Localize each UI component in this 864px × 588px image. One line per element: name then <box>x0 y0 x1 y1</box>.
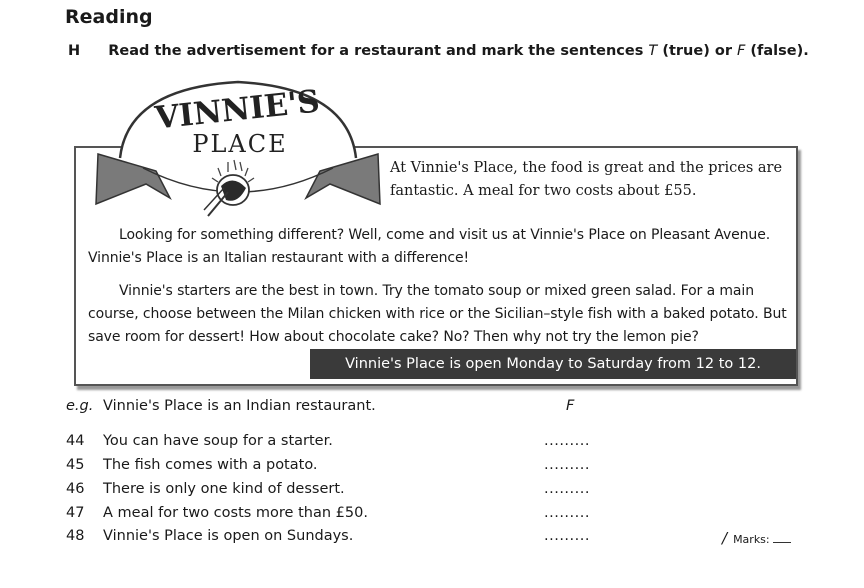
instruction-text-2: (true) or <box>657 43 738 59</box>
ad-paragraph-2: Vinnie's starters are the best in town. Try the tomato soup or mixed green salad. For a main course, choose between the Milan chicken with rice or the Sicilian–style fish with a baked potato. But save room for dessert! How about chocolate cake? No? Then why not try the lemon pie? <box>88 283 787 345</box>
left-ribbon-shape <box>96 154 170 204</box>
answer-blank[interactable]: ......... <box>544 481 590 497</box>
example-answer: F <box>566 398 575 414</box>
answer-blank[interactable]: ......... <box>544 457 590 473</box>
question-number: 47 <box>66 505 85 521</box>
answer-blank[interactable]: ......... <box>544 528 590 544</box>
question-number: 44 <box>66 433 85 449</box>
question-number: 46 <box>66 481 85 497</box>
instruction-letter: H <box>68 43 81 59</box>
example-text: Vinnie's Place is an Indian restaurant. <box>103 398 376 414</box>
question-text: There is only one kind of dessert. <box>103 481 345 497</box>
slash-icon: / <box>722 529 728 547</box>
marks-blank[interactable] <box>773 542 791 543</box>
question-number: 45 <box>66 457 85 473</box>
instruction <box>68 43 809 59</box>
question-text: A meal for two costs more than £50. <box>103 505 368 521</box>
opening-hours-text: Vinnie's Place is open Monday to Saturday from 12 to 12. <box>345 356 761 372</box>
instruction-text-3: (false). <box>745 43 809 59</box>
marks-label: Marks: <box>733 533 770 546</box>
question-number: 48 <box>66 528 85 544</box>
true-marker: T <box>648 43 658 59</box>
marks-area <box>722 529 791 547</box>
answer-blank[interactable]: ......... <box>544 505 590 521</box>
logo-line1: VINNIE'S <box>153 83 322 137</box>
question-text: Vinnie's Place is open on Sundays. <box>103 528 354 544</box>
opening-hours-banner <box>310 349 796 379</box>
ad-paragraph-1: Looking for something different? Well, come and visit us at Vinnie's Place on Pleasant Avenue. Vinnie's Place is an Italian restaurant with a difference! <box>88 227 771 266</box>
ad-intro: At Vinnie's Place, the food is great and the prices are fantastic. A meal for two costs about £55. <box>390 160 783 199</box>
instruction-text: Read the advertisement for a restaurant and mark the sentences <box>108 43 649 59</box>
restaurant-logo <box>88 76 388 236</box>
example-label: e.g. <box>66 398 94 414</box>
question-text: The fish comes with a potato. <box>103 457 318 473</box>
section-title: Reading <box>65 6 153 28</box>
answer-blank[interactable]: ......... <box>544 433 590 449</box>
right-ribbon-shape <box>306 154 380 204</box>
question-text: You can have soup for a starter. <box>103 433 333 449</box>
logo-line2: PLACE <box>192 130 288 158</box>
false-marker: F <box>737 43 746 59</box>
